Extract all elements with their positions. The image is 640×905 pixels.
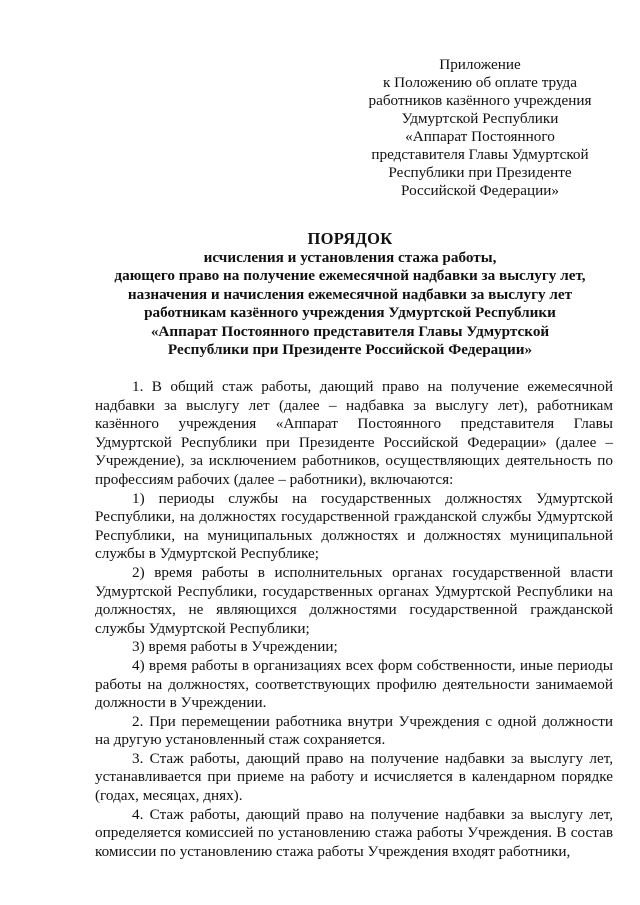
paragraph-2: 2. При перемещении работника внутри Учреждения с одной должности на другую установленный стаж сохраняется. [95,712,613,749]
appendix-line: к Положению об оплате труда [382,74,578,91]
document-title: ПОРЯДОК [307,229,393,248]
appendix-line: Приложение [439,56,521,73]
appendix-line: Республики при Президенте [388,164,572,181]
subtitle-line: «Аппарат Постоянного представителя Главы Удмуртской [150,322,550,340]
paragraph-1-item-4: 4) время работы в организациях всех форм собственности, иные периоды работы на должностях, соответствующих профилю деятельности занимаемой должности в Учреждении. [95,656,613,712]
appendix-header [360,56,600,200]
paragraph-3: 3. Стаж работы, дающий право на получение надбавки за выслугу лет, устанавливается при приеме на работу и исчисляется в календарном порядке (годах, месяцах, днях). [95,749,613,805]
paragraph-1-item-2: 2) время работы в исполнительных органах государственной власти Удмуртской Республики, государственных органах Удмуртской Республики на должностях, не являющихся должностями государственной гражданской службы Удмуртской Республики; [95,563,613,637]
subtitle-line: Республики при Президенте Российской Федерации» [167,341,533,359]
subtitle-line: исчисления и установления стажа работы, [203,249,497,266]
appendix-line: Удмуртской Республики [401,110,559,127]
paragraph-1-item-1: 1) периоды службы на государственных должностях Удмуртской Республики, на должностях государственной гражданской службы Удмуртской Республики, на муниципальных должностях и должностях муниципальной службы в Удмуртской Республике; [95,489,613,563]
appendix-line: Российской Федерации» [401,182,559,199]
subtitle-line: работникам казённого учреждения Удмуртской Республики [144,304,556,322]
appendix-line: «Аппарат Постоянного [405,128,555,145]
appendix-line: работников казённого учреждения [368,92,592,109]
subtitle-line: дающего право на получение ежемесячной надбавки за выслугу лет, [114,267,586,285]
paragraph-1-item-3: 3) время работы в Учреждении; [132,638,338,656]
subtitle-line: назначения и начисления ежемесячной надбавки за выслугу лет [127,285,573,303]
paragraph-1: 1. В общий стаж работы, дающий право на получение ежемесячной надбавки за выслугу лет (далее – надбавка за выслугу лет), работникам казённого учреждения «Аппарат Постоянного представителя Главы Удмуртской Республики при Президенте Российской Федерации» (далее – Учреждение), за исключением работников, осуществляющих деятельность по профессиям рабочих (далее – работники), включаются: [95,378,613,488]
document-title-block [60,229,640,359]
paragraph-4: 4. Стаж работы, дающий право на получение надбавки за выслугу лет, определяется комиссией по установлению стажа работы Учреждения. В состав комиссии по установлению стажа работы Учреждения входят работники, [95,805,613,860]
document-subtitle [60,249,640,359]
document-body [95,378,613,861]
appendix-line: представителя Главы Удмуртской [371,146,589,163]
